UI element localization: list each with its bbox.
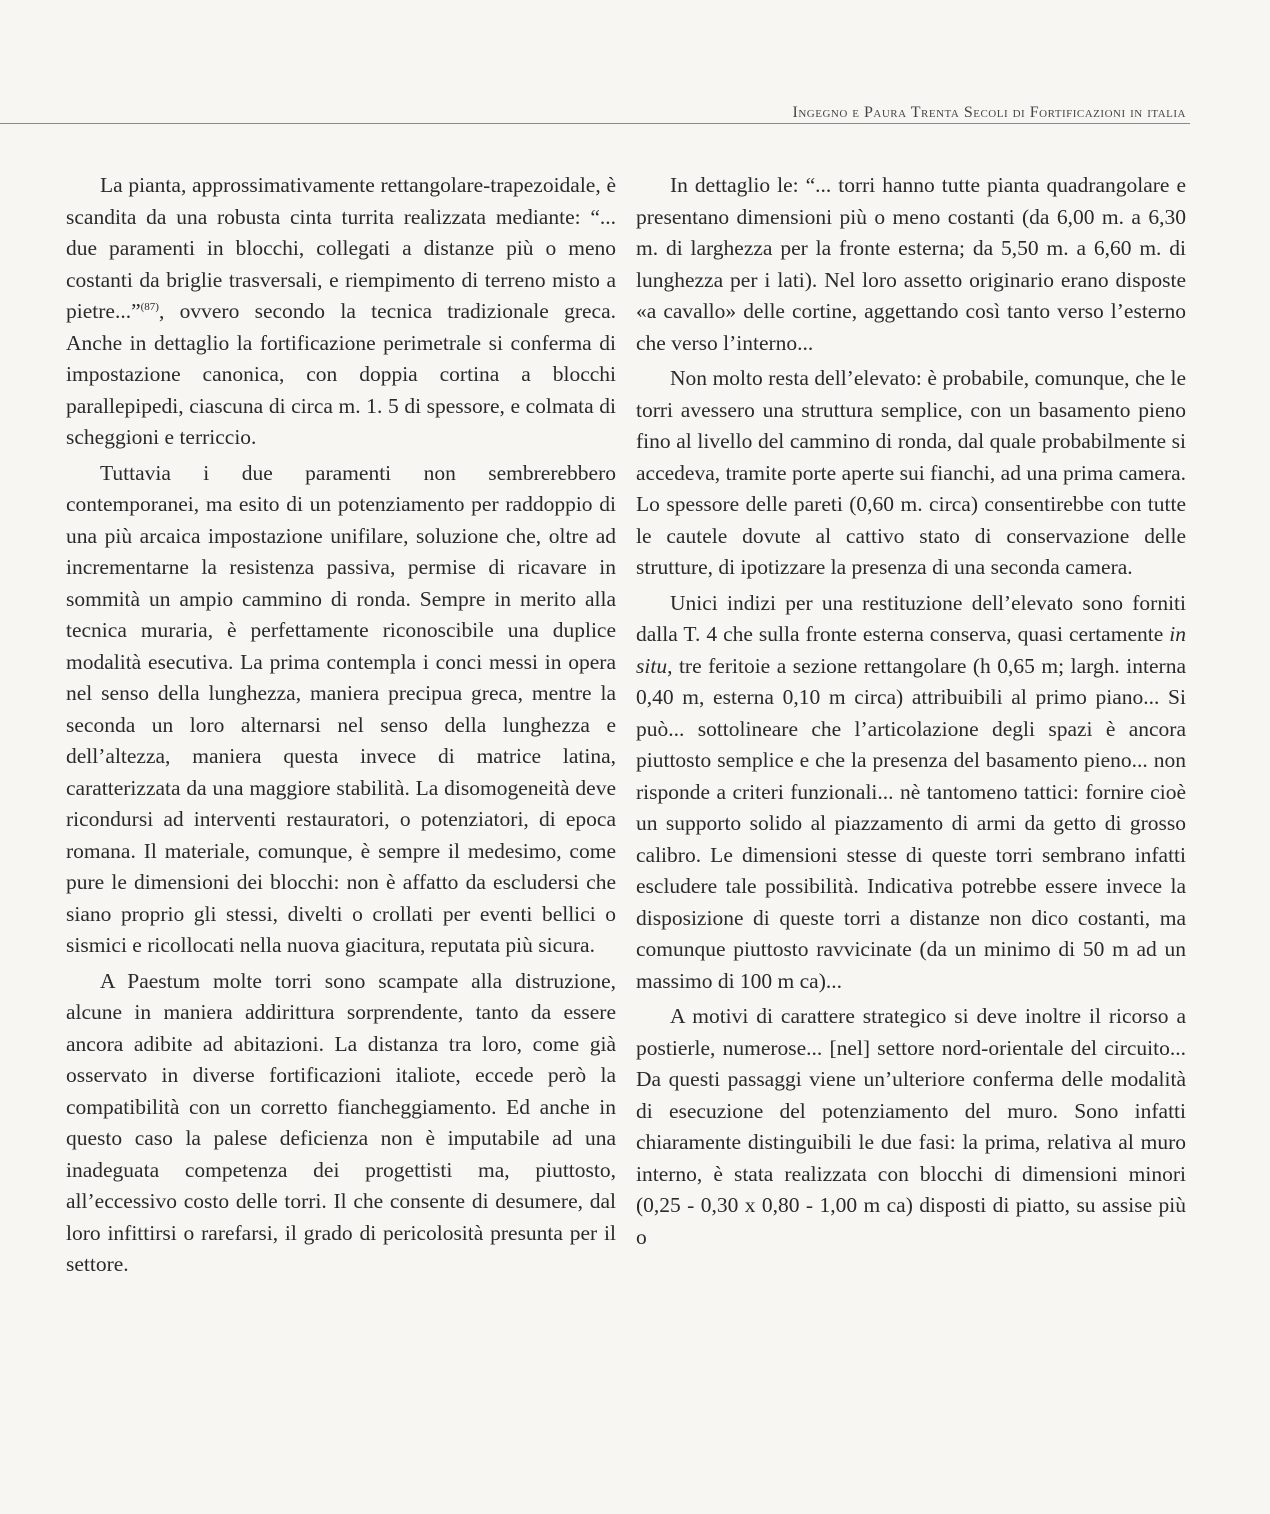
footnote-ref: (87) [140,300,159,313]
paragraph: Non molto resta dell’elevato: è probabile, comunque, che le torri avessero una struttura semplice, con un basamento pieno fino al livello del cammino di ronda, dal quale probabilmente si accedeva, tramite porte aperte sui fianchi, ad una prima camera. Lo spessore delle pareti (0,60 m. circa) consentirebbe con tutte le cautele dovute al cattivo stato di conservazione delle strutture, di ipotizzare la presenza di una seconda camera. [636,366,1186,579]
paragraph: Unici indizi per una restituzione dell’elevato sono forniti dalla T. 4 che sulla fronte esterna conserva, quasi certamente in situ, tre feritoie a sezione rettangolare (h 0,65 m; largh. interna 0,40 m, esterna 0,10 m circa) attribuibili al primo piano... Si può... sottolineare che l’articolazione degli spazi è ancora piuttosto semplice e che la presenza del basamento pieno... non risponde a criteri funzionali... nè tantomeno tattici: fornire cioè un supporto solido al piazzamento di armi da getto di grosso calibro. Le dimensioni stesse di queste torri sembrano infatti escludere tale possibilità. Indicativa potrebbe essere invece la disposizione di queste torri a distanze non dico costanti, ma comunque piuttosto ravvicinate (da un minimo di 50 m ad un massimo di 100 m ca)... [636,590,1186,993]
italic-term: in situ [636,622,1186,678]
paragraph: Tuttavia i due paramenti non sembrerebbero contemporanei, ma esito di un potenziamento per raddoppio di una più arcaica impostazione unifilare, soluzione che, oltre ad incrementarne la resistenza passiva, permise di ricavare in sommità un ampio cammino di ronda. Sempre in merito alla tecnica muraria, è perfettamente riconoscibile una duplice modalità esecutiva. La prima contempla i conci messi in opera nel senso della lunghezza, maniera precipua greca, mentre la seconda un loro alternarsi nel senso della lunghezza e dell’altezza, maniera questa invece di matrice latina, caratterizzata da una maggiore stabilità. La disomogeneità deve ricondursi ad interventi restauratori, o potenziatori, di epoca romana. Il materiale, comunque, è sempre il medesimo, come pure le dimensioni dei blocchi: non è affatto da escludersi che siano proprio gli stessi, divelti o crollati per eventi bellici o sismici e ricollocati nella nuova giacitura, reputata più sicura. [66,460,616,957]
left-column [66,170,616,1285]
paragraph: La pianta, approssimativamente rettangolare-trapezoidale, è scandita da una robusta cinta turrita realizzata mediante: “... due paramenti in blocchi, collegati a distanze più o meno costanti da briglie trasversali, e riempimento di terreno misto a pietre...”$^{(87)}$, ovvero secondo la tecnica tradizionale greca. Anche in dettaglio la fortificazione perimetrale si conferma di impostazione canonica, con doppia cortina a blocchi parallepipedi, ciascuna di circa m. 1. 5 di spessore, e colmata di scheggioni e terriccio. [66,173,616,449]
paragraph: A Paestum molte torri sono scampate alla distruzione, alcune in maniera addirittura sorprendente, tanto da essere ancora adibite ad abitazioni. La distanza tra loro, come già osservato in diverse fortificazioni italiote, eccede però la compatibilità con un corretto fiancheggiamento. Ed anche in questo caso la palese deficienza non è imputabile ad una inadeguata competenza dei progettisti ma, piuttosto, all’eccessivo costo delle torri. Il che consente di desumere, dal loro infittirsi o rarefarsi, il grado di pericolosità presunta per il settore. [66,968,616,1276]
paragraph: In dettaglio le: “... torri hanno tutte pianta quadrangolare e presentano dimensioni più o meno costanti (da 6,00 m. a 6,30 m. di larghezza per la fronte esterna; da 5,50 m. a 6,60 m. di lunghezza per i lati). Nel loro assetto originario erano disposte «a cavallo» delle cortine, aggettando così tanto verso l’esterno che verso l’interno... [636,173,1186,355]
right-column [636,170,1186,1257]
header-rule [0,123,1190,124]
running-header: Ingegno e Paura Trenta Secoli di Fortificazioni in italia [792,104,1186,121]
paragraph: A motivi di carattere strategico si deve inoltre il ricorso a postierle, numerose... [nel] settore nord-orientale del circuito... Da questi passaggi viene un’ulteriore conferma delle modalità di esecuzione del potenziamento del muro. Sono infatti chiaramente distinguibili le due fasi: la prima, relativa al muro interno, è stata realizzata con blocchi di dimensioni minori (0,25 - 0,30 x 0,80 - 1,00 m ca) disposti di piatto, su assise più o [636,1004,1186,1249]
